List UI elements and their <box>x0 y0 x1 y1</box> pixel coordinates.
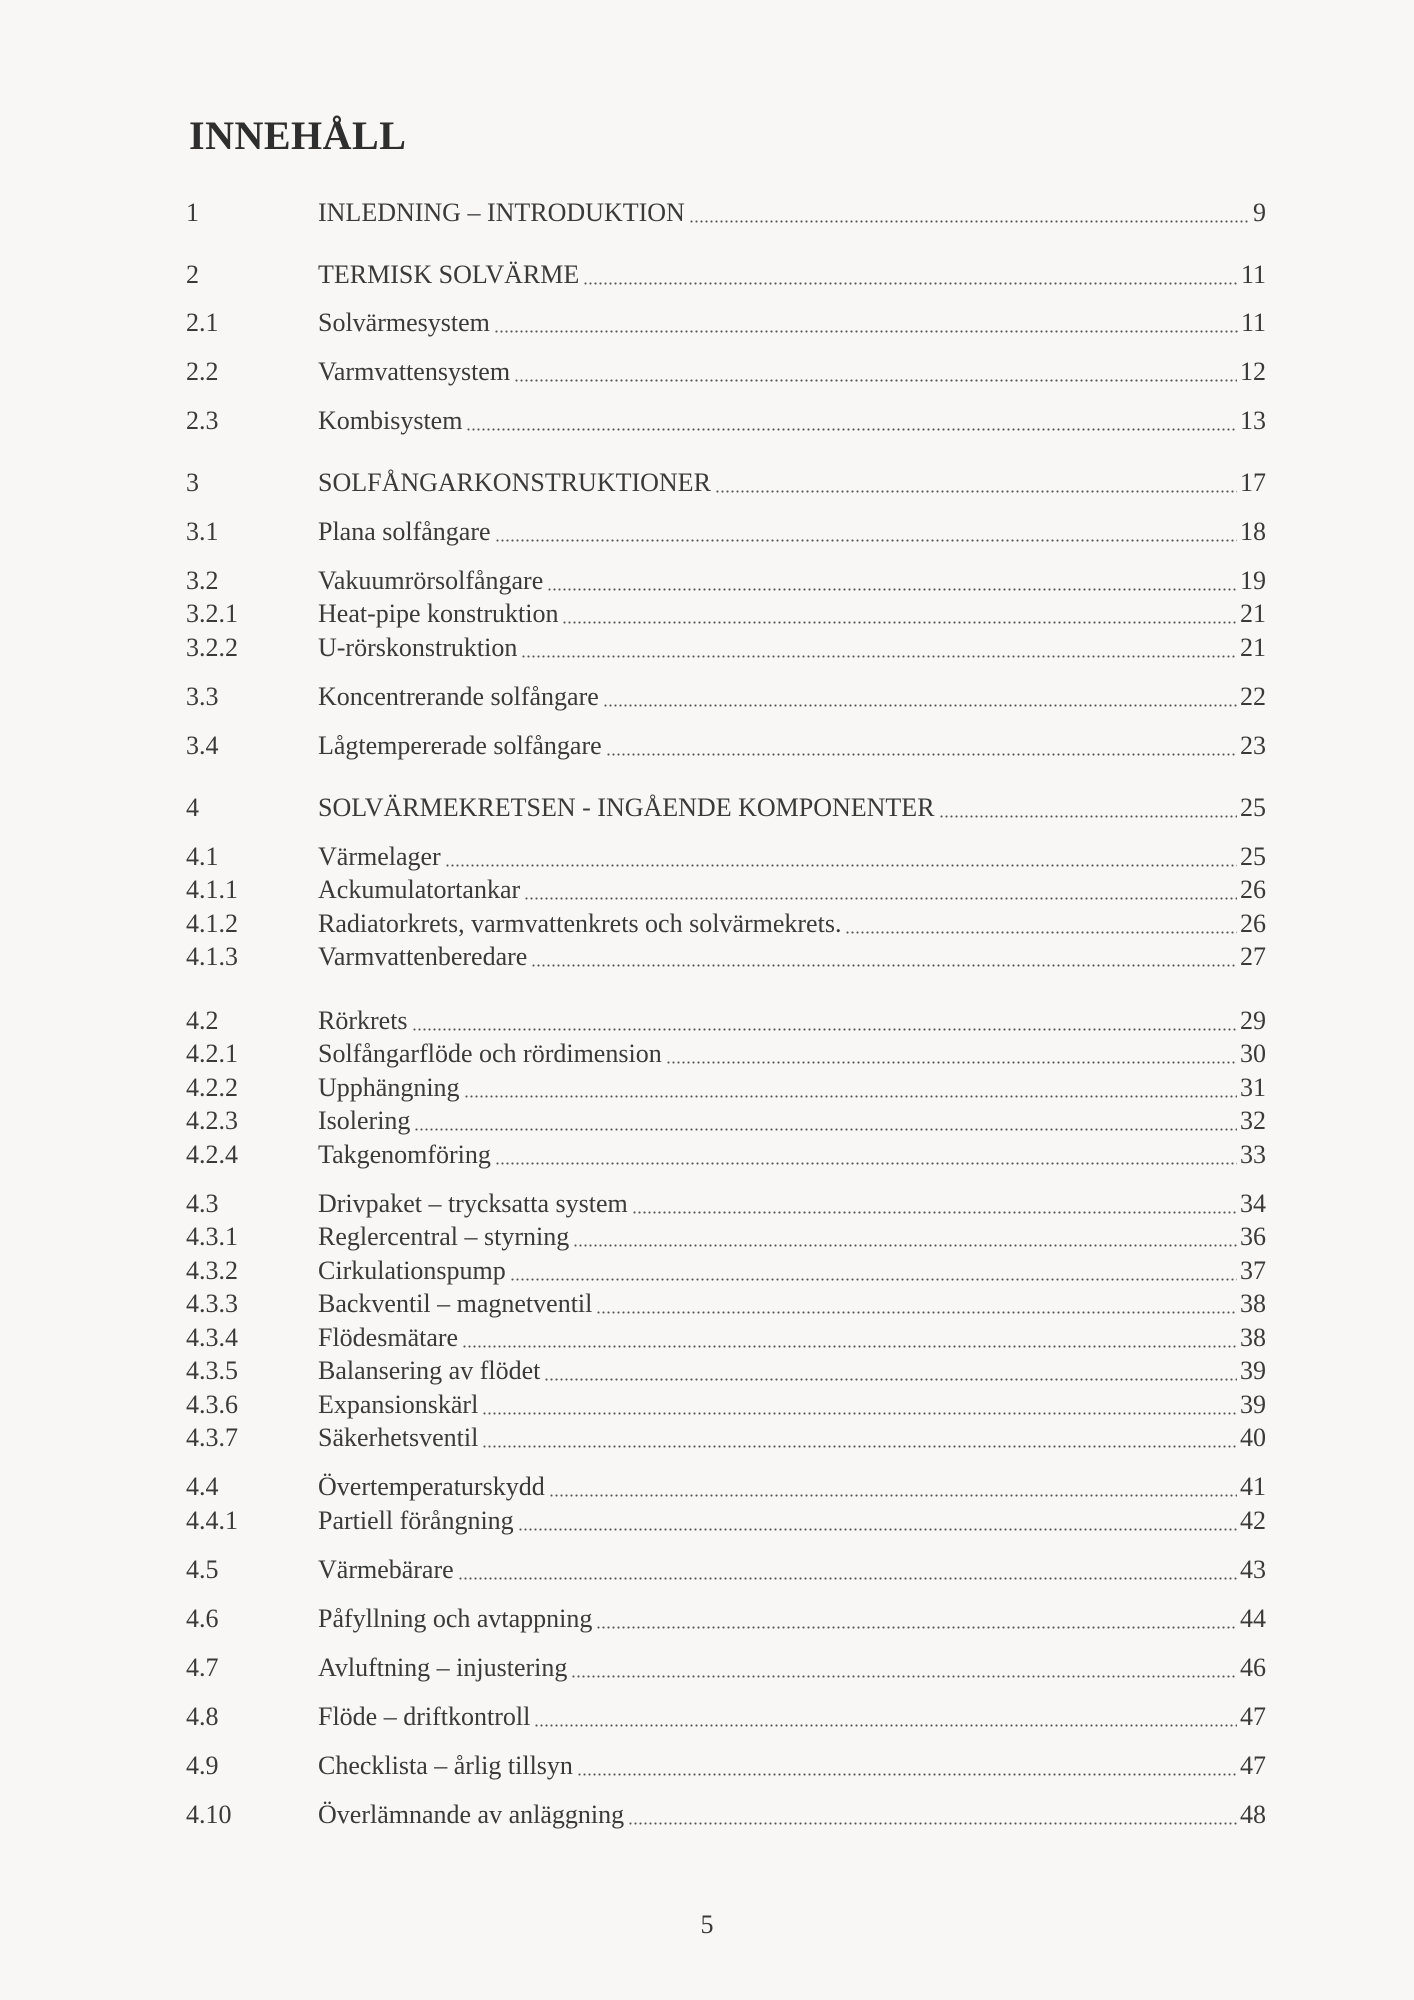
toc-page-number: 17 <box>1240 468 1266 497</box>
dot-leader <box>482 1412 1237 1415</box>
toc-section-number: 3.4 <box>186 731 219 760</box>
toc-entry <box>318 1354 1266 1388</box>
toc-entry <box>318 1287 1266 1321</box>
toc-row <box>186 631 1266 665</box>
toc-entry <box>318 355 1266 389</box>
toc-entry <box>318 1470 1266 1504</box>
toc-row <box>186 791 1266 825</box>
toc-row <box>186 258 1266 292</box>
toc-entry <box>318 1553 1266 1587</box>
toc-page-number: 13 <box>1240 406 1266 435</box>
toc-section-title: Takgenomföring <box>318 1140 491 1169</box>
toc-section-title: U-rörskonstruktion <box>318 633 518 662</box>
page-title: INNEHÅLL <box>189 113 407 158</box>
toc-entry <box>318 1798 1266 1832</box>
toc-row <box>186 1004 1266 1038</box>
dot-leader <box>689 220 1250 223</box>
dot-leader <box>573 1244 1237 1247</box>
toc-page-number: 23 <box>1240 731 1266 760</box>
toc-section-title: Varmvattenberedare <box>318 942 528 971</box>
toc-entry <box>318 515 1266 549</box>
toc-section-number: 4.6 <box>186 1604 219 1633</box>
toc-section-number: 4.2.2 <box>186 1073 238 1102</box>
toc-section-number: 2 <box>186 260 199 289</box>
dot-leader <box>715 490 1237 493</box>
toc-entry <box>318 1602 1266 1636</box>
dot-leader <box>524 897 1237 900</box>
toc-row <box>186 1321 1266 1355</box>
toc-entry <box>318 1187 1266 1221</box>
toc-row <box>186 515 1266 549</box>
toc-page-number: 46 <box>1240 1653 1266 1682</box>
dot-leader <box>521 655 1237 658</box>
toc-section-number: 4.1 <box>186 842 219 871</box>
toc-row <box>186 1220 1266 1254</box>
dot-leader <box>939 815 1237 818</box>
toc-section-number: 3.3 <box>186 682 219 711</box>
dot-leader <box>577 1773 1237 1776</box>
toc-section-title: Rörkrets <box>318 1006 408 1035</box>
toc-section-title: Solfångarflöde och rördimension <box>318 1039 662 1068</box>
toc-entry <box>318 791 1266 825</box>
dot-leader <box>603 704 1237 707</box>
toc-section-number: 4.3.2 <box>186 1256 238 1285</box>
dot-leader <box>412 1028 1237 1031</box>
toc-page-number: 25 <box>1240 793 1266 822</box>
dot-leader <box>458 1577 1237 1580</box>
toc-section-title: Reglercentral – styrning <box>318 1222 570 1251</box>
toc-row <box>186 1504 1266 1538</box>
toc-section-title: Drivpaket – trycksatta system <box>318 1189 628 1218</box>
toc-row <box>186 1388 1266 1422</box>
dot-leader <box>632 1211 1237 1214</box>
toc-row <box>186 873 1266 907</box>
toc-section-title: Övertemperaturskydd <box>318 1472 545 1501</box>
toc-section-number: 3.2.1 <box>186 599 238 628</box>
toc-section-title: Partiell förångning <box>318 1506 514 1535</box>
toc-row <box>186 1553 1266 1587</box>
toc-section-title: Ackumulatortankar <box>318 875 521 904</box>
toc-page-number: 38 <box>1240 1289 1266 1318</box>
toc-page-number: 40 <box>1240 1423 1266 1452</box>
dot-leader <box>518 1528 1237 1531</box>
toc-row <box>186 597 1266 631</box>
toc-entry <box>318 907 1266 941</box>
toc-section-title: Solvärmesystem <box>318 308 490 337</box>
toc-entry <box>318 258 1266 292</box>
toc-row <box>186 1749 1266 1783</box>
dot-leader <box>845 931 1237 934</box>
toc-section-number: 4.3.6 <box>186 1390 238 1419</box>
toc-entry <box>318 1254 1266 1288</box>
toc-section-title: Plana solfångare <box>318 517 491 546</box>
toc-page-number: 11 <box>1240 308 1266 337</box>
toc-row <box>186 940 1266 974</box>
toc-row <box>186 404 1266 438</box>
toc-row <box>186 1470 1266 1504</box>
toc-section-number: 4.3.7 <box>186 1423 238 1452</box>
toc-row <box>186 1187 1266 1221</box>
toc-section-number: 4.8 <box>186 1702 219 1731</box>
toc-section-title: Lågtempererade solfångare <box>318 731 602 760</box>
dot-leader <box>606 753 1237 756</box>
dot-leader <box>571 1675 1237 1678</box>
toc-entry <box>318 1504 1266 1538</box>
toc-section-title: Expansionskärl <box>318 1390 479 1419</box>
toc-section-number: 4.1.2 <box>186 909 238 938</box>
toc-section-number: 4.7 <box>186 1653 219 1682</box>
toc-page-number: 37 <box>1240 1256 1266 1285</box>
dot-leader <box>549 1494 1237 1497</box>
toc-page-number: 36 <box>1240 1222 1266 1251</box>
toc-entry <box>318 729 1266 763</box>
dot-leader <box>596 1626 1237 1629</box>
toc-entry <box>318 196 1266 230</box>
toc-section-title: Cirkulationspump <box>318 1256 506 1285</box>
toc-section-number: 4.3.3 <box>186 1289 238 1318</box>
toc-row <box>186 355 1266 389</box>
toc-page-number: 25 <box>1240 842 1266 871</box>
dot-leader <box>495 1162 1237 1165</box>
toc-row <box>186 1037 1266 1071</box>
toc-section-number: 4 <box>186 793 199 822</box>
toc-section-number: 4.9 <box>186 1751 219 1780</box>
toc-entry <box>318 1138 1266 1172</box>
toc-page-number: 30 <box>1240 1039 1266 1068</box>
toc-section-title: Backventil – magnetventil <box>318 1289 593 1318</box>
toc-row <box>186 907 1266 941</box>
dot-leader <box>628 1822 1237 1825</box>
toc-entry <box>318 306 1266 340</box>
toc-row <box>186 729 1266 763</box>
toc-section-title: Säkerhetsventil <box>318 1423 479 1452</box>
toc-row <box>186 196 1266 230</box>
toc-entry <box>318 840 1266 874</box>
toc-entry <box>318 1004 1266 1038</box>
dot-leader <box>482 1445 1237 1448</box>
toc-page-number: 39 <box>1240 1356 1266 1385</box>
toc-section-number: 4.3.4 <box>186 1323 238 1352</box>
toc-section-title: INLEDNING – INTRODUKTION <box>318 198 685 227</box>
dot-leader <box>462 1345 1237 1348</box>
toc-page-number: 38 <box>1240 1323 1266 1352</box>
toc-section-title: Radiatorkrets, varmvattenkrets och solvärmekrets. <box>318 909 842 938</box>
toc-section-number: 2.2 <box>186 357 219 386</box>
toc-section-number: 2.3 <box>186 406 219 435</box>
toc-section-number: 4.1.3 <box>186 942 238 971</box>
toc-section-title: Heat-pipe konstruktion <box>318 599 559 628</box>
toc-page-number: 26 <box>1240 875 1266 904</box>
toc-section-number: 4.2 <box>186 1006 219 1035</box>
toc-page-number: 12 <box>1240 357 1266 386</box>
dot-leader <box>534 1724 1237 1727</box>
toc-entry <box>318 940 1266 974</box>
toc-entry <box>318 1651 1266 1685</box>
toc-section-number: 4.2.3 <box>186 1106 238 1135</box>
toc-entry <box>318 631 1266 665</box>
dot-leader <box>583 282 1238 285</box>
toc-page-number: 47 <box>1240 1702 1266 1731</box>
toc-section-number: 4.5 <box>186 1555 219 1584</box>
dot-leader <box>562 621 1237 624</box>
toc-section-title: Varmvattensystem <box>318 357 511 386</box>
dot-leader <box>596 1311 1237 1314</box>
toc-row <box>186 680 1266 714</box>
toc-page-number: 18 <box>1240 517 1266 546</box>
toc-page-number: 43 <box>1240 1555 1266 1584</box>
toc-page-number: 32 <box>1240 1106 1266 1135</box>
toc-page-number: 29 <box>1240 1006 1266 1035</box>
toc-entry <box>318 1220 1266 1254</box>
toc-section-number: 4.2.1 <box>186 1039 238 1068</box>
toc-section-number: 1 <box>186 198 199 227</box>
toc-entry <box>318 564 1266 598</box>
toc-row <box>186 1138 1266 1172</box>
toc-section-number: 4.10 <box>186 1800 232 1829</box>
page-number: 5 <box>700 1910 714 1939</box>
dot-leader <box>510 1278 1237 1281</box>
toc-row <box>186 1287 1266 1321</box>
toc-section-title: Balansering av flödet <box>318 1356 541 1385</box>
toc-page-number: 42 <box>1240 1506 1266 1535</box>
toc-page-number: 26 <box>1240 909 1266 938</box>
toc-page-number: 27 <box>1240 942 1266 971</box>
toc-entry <box>318 873 1266 907</box>
toc-section-number: 4.2.4 <box>186 1140 238 1169</box>
toc-page-number: 21 <box>1240 599 1266 628</box>
toc-section-title: TERMISK SOLVÄRME <box>318 260 580 289</box>
toc-entry <box>318 1388 1266 1422</box>
dot-leader <box>531 964 1237 967</box>
toc-section-title: Överlämnande av anläggning <box>318 1800 625 1829</box>
toc-section-number: 3.2.2 <box>186 633 238 662</box>
toc-row <box>186 1254 1266 1288</box>
toc-page-number: 47 <box>1240 1751 1266 1780</box>
toc-section-number: 4.3 <box>186 1189 219 1218</box>
dot-leader <box>464 1095 1237 1098</box>
toc-row <box>186 564 1266 598</box>
toc-section-title: Vakuumrörsolfångare <box>318 566 544 595</box>
dot-leader <box>466 428 1237 431</box>
toc-section-title: Påfyllning och avtappning <box>318 1604 593 1633</box>
toc-section-number: 3.1 <box>186 517 219 546</box>
toc-entry <box>318 404 1266 438</box>
toc-section-title: Flöde – driftkontroll <box>318 1702 531 1731</box>
toc-row <box>186 1071 1266 1105</box>
toc-page-number: 39 <box>1240 1390 1266 1419</box>
toc-section-title: Avluftning – injustering <box>318 1653 568 1682</box>
toc-section-title: SOLFÅNGARKONSTRUKTIONER <box>318 468 711 497</box>
toc-page-number: 41 <box>1240 1472 1266 1501</box>
toc-entry <box>318 1037 1266 1071</box>
toc-section-title: SOLVÄRMEKRETSEN - INGÅENDE KOMPONENTER <box>318 793 935 822</box>
toc-section-number: 4.3.5 <box>186 1356 238 1385</box>
toc-section-title: Flödesmätare <box>318 1323 459 1352</box>
toc-entry <box>318 466 1266 500</box>
toc-section-number: 3 <box>186 468 199 497</box>
toc-page-number: 9 <box>1253 198 1266 227</box>
toc-entry <box>318 1104 1266 1138</box>
toc-entry <box>318 1421 1266 1455</box>
toc-section-number: 3.2 <box>186 566 219 595</box>
toc-entry <box>318 1321 1266 1355</box>
toc-page-number: 11 <box>1240 260 1266 289</box>
toc-row <box>186 1104 1266 1138</box>
dot-leader <box>547 588 1237 591</box>
toc-row <box>186 1651 1266 1685</box>
dot-leader <box>494 330 1238 333</box>
dot-leader <box>445 864 1237 867</box>
toc-page-number: 48 <box>1240 1800 1266 1829</box>
toc-page-number: 31 <box>1240 1073 1266 1102</box>
toc-row <box>186 840 1266 874</box>
dot-leader <box>666 1061 1237 1064</box>
toc-row <box>186 1421 1266 1455</box>
toc-section-title: Värmebärare <box>318 1555 454 1584</box>
toc-row <box>186 306 1266 340</box>
toc-page-number: 44 <box>1240 1604 1266 1633</box>
toc-entry <box>318 597 1266 631</box>
toc-row <box>186 1602 1266 1636</box>
toc-section-number: 4.1.1 <box>186 875 238 904</box>
toc-section-title: Kombisystem <box>318 406 463 435</box>
toc-row <box>186 466 1266 500</box>
toc-page-number: 34 <box>1240 1189 1266 1218</box>
toc-section-number: 4.4 <box>186 1472 219 1501</box>
toc-entry <box>318 680 1266 714</box>
toc-entry <box>318 1071 1266 1105</box>
toc-page-number: 22 <box>1240 682 1266 711</box>
toc-page-number: 21 <box>1240 633 1266 662</box>
toc-row <box>186 1354 1266 1388</box>
toc-section-number: 2.1 <box>186 308 219 337</box>
dot-leader <box>495 539 1237 542</box>
toc-page-number: 19 <box>1240 566 1266 595</box>
toc-section-number: 4.3.1 <box>186 1222 238 1251</box>
dot-leader <box>514 379 1237 382</box>
toc-section-title: Koncentrerande solfångare <box>318 682 599 711</box>
dot-leader <box>414 1128 1237 1131</box>
dot-leader <box>544 1378 1237 1381</box>
toc-row <box>186 1700 1266 1734</box>
toc-section-title: Isolering <box>318 1106 411 1135</box>
toc-section-title: Upphängning <box>318 1073 460 1102</box>
toc-section-title: Checklista – årlig tillsyn <box>318 1751 573 1780</box>
toc-page-number: 33 <box>1240 1140 1266 1169</box>
toc-row <box>186 1798 1266 1832</box>
toc-section-number: 4.4.1 <box>186 1506 238 1535</box>
toc-entry <box>318 1700 1266 1734</box>
toc-entry <box>318 1749 1266 1783</box>
toc-section-title: Värmelager <box>318 842 441 871</box>
